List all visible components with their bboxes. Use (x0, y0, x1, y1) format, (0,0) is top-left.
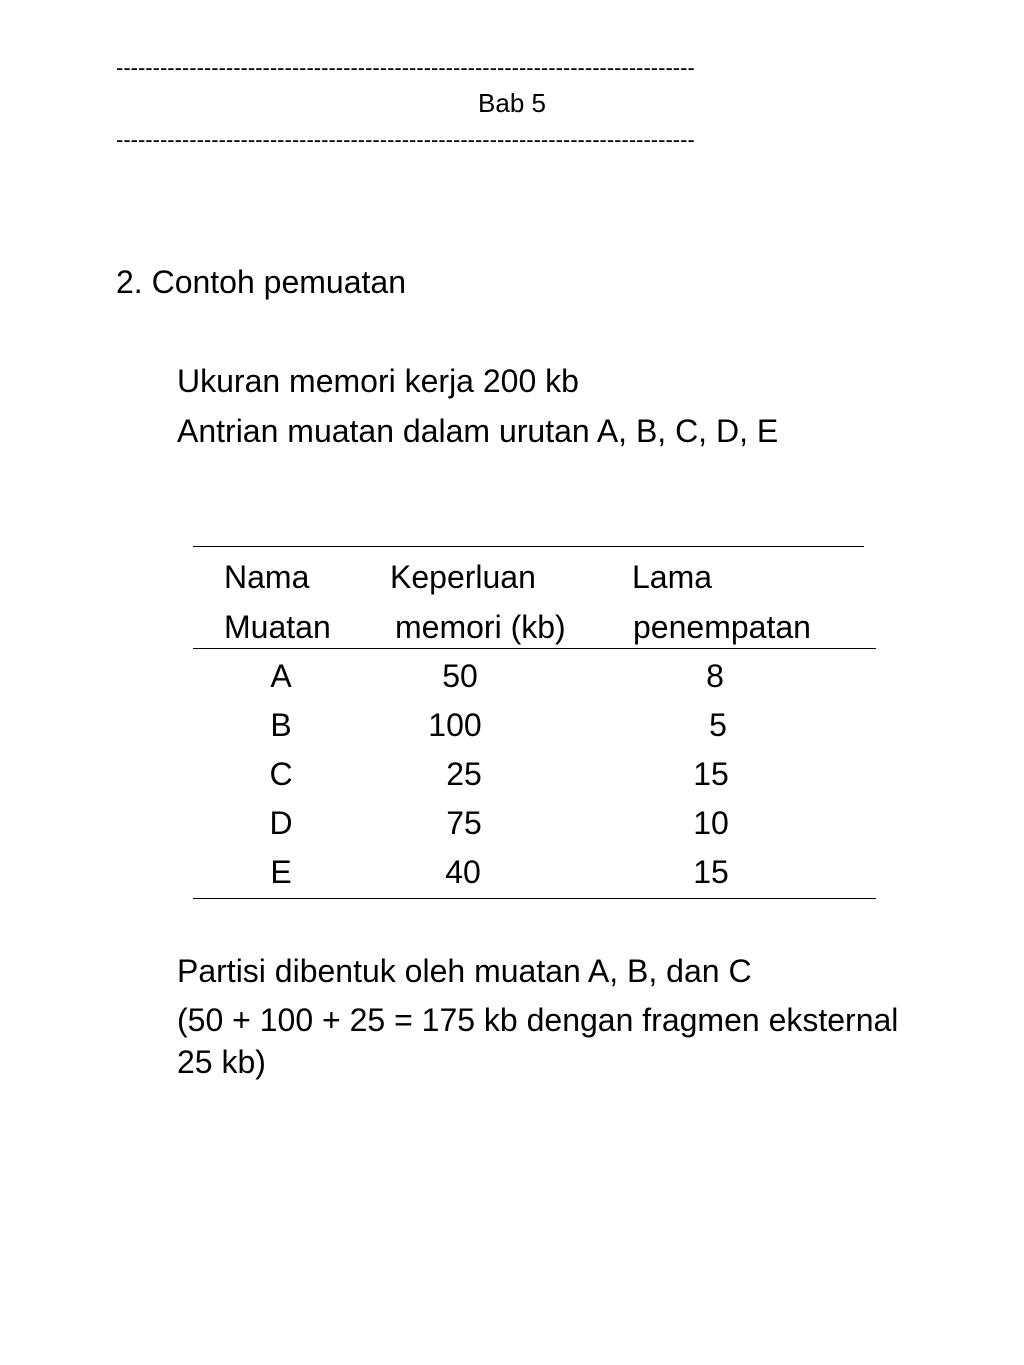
row-name: D (269, 805, 293, 841)
row-time: 8 (706, 658, 724, 694)
table-rule-bottom (193, 898, 876, 899)
row-name: C (269, 756, 293, 792)
header-muatan: Muatan (224, 609, 331, 645)
calculation-text: (50 + 100 + 25 = 175 kb dengan fragmen eksternal (177, 1002, 899, 1038)
memory-size-text: Ukuran memori kerja 200 kb (177, 363, 579, 399)
row-name: A (270, 658, 292, 694)
queue-order-text: Antrian muatan dalam urutan A, B, C, D, E (177, 413, 779, 449)
table-rule-middle (193, 648, 876, 649)
partition-text: Partisi dibentuk oleh muatan A, B, dan C (177, 953, 752, 989)
header-lama: Lama (632, 559, 713, 595)
row-memory: 40 (445, 854, 481, 890)
header-title: Bab 5 (478, 88, 546, 118)
header-keperluan: Keperluan (390, 559, 536, 595)
row-time: 5 (709, 707, 727, 743)
calculation-text-continued: 25 kb) (177, 1044, 266, 1080)
header-memori: memori (kb) (395, 609, 566, 645)
row-memory: 25 (446, 756, 482, 792)
header-rule-top: ------------------------------------------------------------------------------- (116, 56, 695, 80)
row-memory: 75 (446, 805, 482, 841)
header-rule-bottom: ------------------------------------------------------------------------------- (116, 128, 695, 152)
header-nama: Nama (224, 559, 310, 595)
header-penempatan: penempatan (633, 609, 811, 645)
row-memory: 100 (428, 707, 482, 743)
row-memory: 50 (442, 658, 478, 694)
row-name: E (270, 854, 292, 890)
row-time: 10 (693, 805, 729, 841)
row-time: 15 (693, 756, 729, 792)
section-heading: 2. Contoh pemuatan (116, 264, 406, 300)
row-time: 15 (693, 854, 729, 890)
row-name: B (270, 707, 292, 743)
table-rule-top (193, 546, 864, 547)
